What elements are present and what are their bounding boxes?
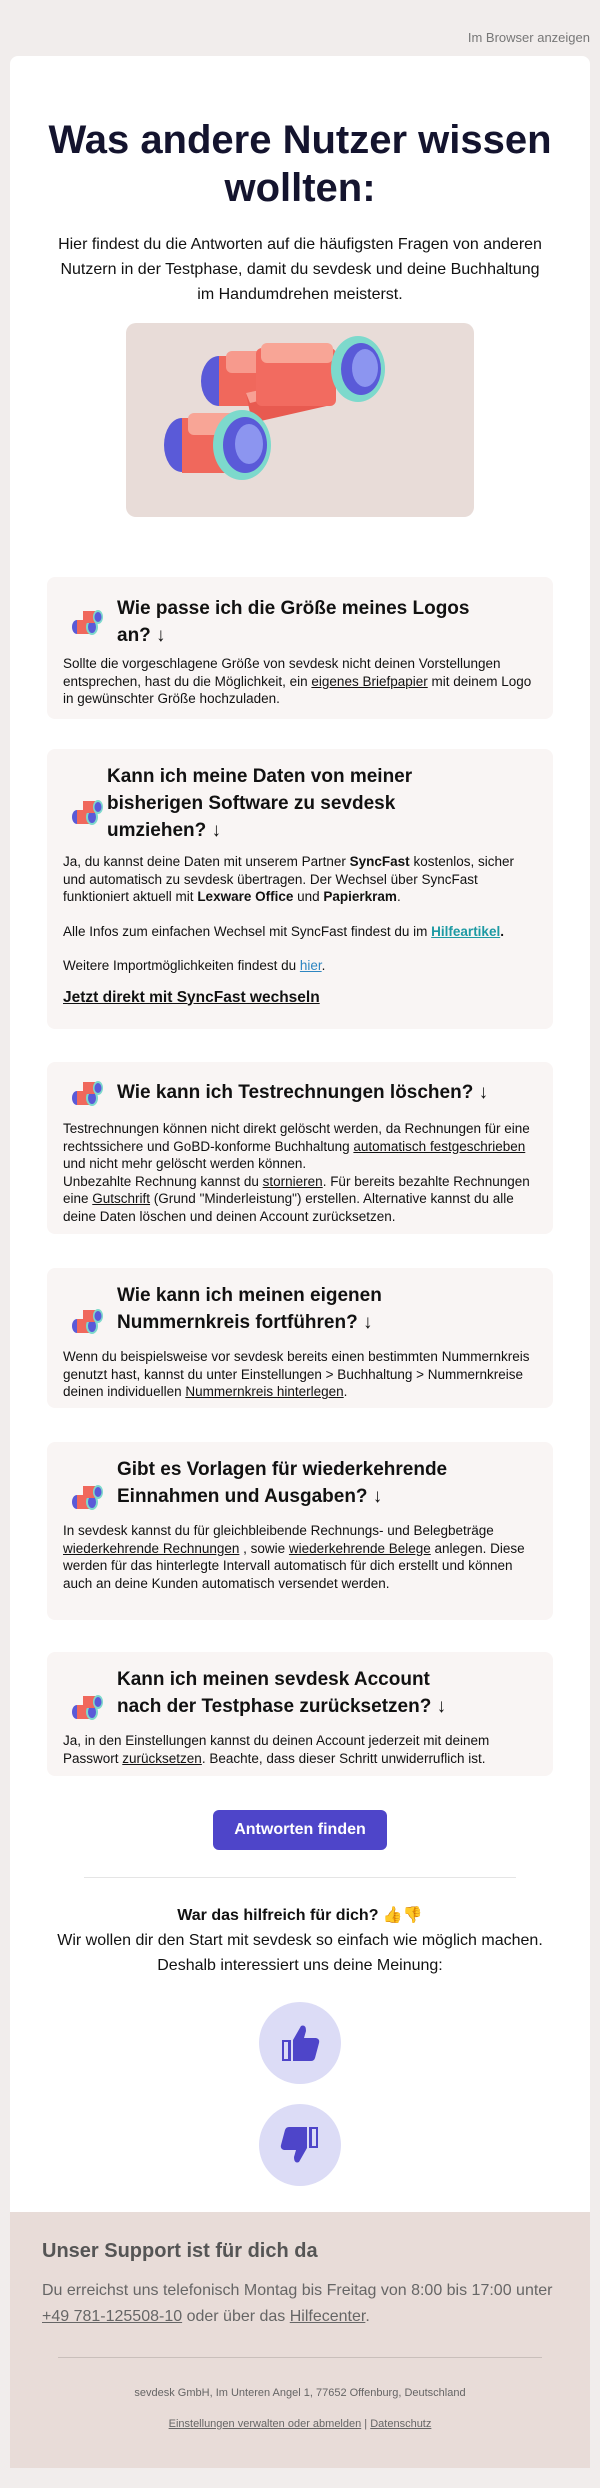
help-center-link[interactable]: Hilfecenter (289, 2308, 366, 2325)
own-letterhead-link[interactable]: eigenes Briefpapier (311, 673, 428, 689)
feedback-title: War das hilfreich für dich? 👍👎 (177, 1907, 423, 1924)
set-number-range-link[interactable]: Nummernkreis hinterlegen (185, 1384, 344, 1399)
thumbs-down-icon (278, 2123, 322, 2167)
thumbs-down-button[interactable] (259, 2104, 341, 2186)
binoculars-icon (65, 1482, 105, 1512)
recurring-invoices-link[interactable]: wiederkehrende Rechnungen (63, 1540, 240, 1556)
syncfast-switch-link[interactable]: Jetzt direkt mit SyncFast wechseln (63, 988, 320, 1006)
import-options-paragraph: Weitere Importmöglichkeiten findest du hier. (63, 958, 326, 973)
cancel-invoice-link[interactable]: stornieren (262, 1173, 323, 1189)
credit-note-link[interactable]: Gutschrift (92, 1191, 151, 1206)
faq-item-logo-size (47, 577, 553, 719)
help-article-paragraph: Alle Infos zum einfachen Wechsel mit SyncFast findest du im Hilfeartikel. (63, 923, 504, 939)
company-address: sevdesk GmbH, Im Unteren Angel 1, 77652 Offenburg, Deutschland (134, 2387, 466, 2399)
faq-item-number-range (47, 1268, 553, 1408)
faq-item-delete-test-invoices (47, 1062, 553, 1234)
faq-question[interactable]: Wie passe ich die Größe meines Logos an? ↓ (117, 598, 470, 646)
import-options-link[interactable]: hier (299, 958, 322, 973)
help-article-link[interactable]: Hilfeartikel (431, 923, 501, 939)
faq-item-data-migration (47, 749, 553, 1029)
intro-text: Hier findest du die Antworten auf die häufigsten Fragen von anderen Nutzern in der Testphase, damit du sevdesk und deine Buchhaltung im Handumdrehen meisterst. (58, 236, 542, 303)
reset-account-link[interactable]: zurücksetzen (122, 1750, 202, 1766)
binoculars-icon (65, 1306, 105, 1336)
faq-answer: Testrechnungen können nicht direkt gelöscht werden, da Rechnungen für eine rechtssichere und GoBD-konforme Buchhaltung automatisch festgeschrieben und nicht mehr gelöscht werden können. Unbezahlte Rechnung kannst du stornieren. Für bereits bezahlte Rechnungen eine Gutschrift (Grund "Minderleistung") erstellen. Alternative kannst du alle deine Daten löschen und deinen Account zurücksetzen. (63, 1121, 530, 1224)
manage-settings-link[interactable]: Einstellungen verwalten oder abmelden (168, 2418, 362, 2430)
binoculars-illustration (126, 323, 474, 517)
find-answers-button[interactable]: Antworten finden (213, 1810, 387, 1850)
auto-locked-link[interactable]: automatisch festgeschrieben (353, 1138, 526, 1154)
recurring-receipts-link[interactable]: wiederkehrende Belege (288, 1540, 431, 1556)
faq-question[interactable]: Gibt es Vorlagen für wiederkehrende Einnahmen und Ausgaben? ↓ (117, 1459, 448, 1507)
support-phone-link[interactable]: +49 781-125508-10 (42, 2308, 183, 2325)
view-in-browser-link[interactable]: Im Browser anzeigen (467, 30, 590, 45)
binoculars-icon (65, 797, 105, 827)
binoculars-icon (65, 1078, 105, 1108)
faq-question[interactable]: Kann ich meine Daten von meiner bisherigen Software zu sevdesk umziehen? ↓ (107, 766, 413, 841)
footer-divider (58, 2357, 542, 2358)
page-title: Was andere Nutzer wissen wollten: (48, 118, 552, 210)
faq-question[interactable]: Wie kann ich Testrechnungen löschen? ↓ (117, 1082, 489, 1103)
faq-item-reset-account (47, 1652, 553, 1776)
faq-item-recurring-templates (47, 1442, 553, 1620)
support-text: Du erreichst uns telefonisch Montag bis Freitag von 8:00 bis 17:00 unter +49 781-125508-10 oder über das Hilfecenter. (42, 2282, 553, 2325)
faq-answer (63, 853, 537, 1006)
binoculars-icon (65, 1692, 105, 1722)
faq-answer: Sollte die vorgeschlagene Größe von sevdesk nicht deinen Vorstellungen entsprechen, hast du die Möglichkeit, ein eigenes Briefpapier mit deinem Logo in gewünschter Größe hochzuladen. (63, 656, 532, 706)
thumbs-up-button[interactable] (259, 2002, 341, 2084)
privacy-link[interactable]: Datenschutz (370, 2418, 432, 2430)
faq-question[interactable]: Kann ich meinen sevdesk Account nach der Testphase zurücksetzen? ↓ (117, 1669, 447, 1717)
faq-answer: Ja, in den Einstellungen kannst du deinen Account jederzeit mit deinem Passwort zurücksetzen. Beachte, dass dieser Schritt unwiderruflich ist. (63, 1733, 490, 1766)
divider (84, 1877, 516, 1878)
footer-links: Einstellungen verwalten oder abmelden | Datenschutz (168, 2418, 432, 2430)
hero-binoculars-image (126, 323, 474, 517)
faq-answer: In sevdesk kannst du für gleichbleibende Rechnungs- und Belegbeträge wiederkehrende Rechnungen , sowie wiederkehrende Belege anlegen. Diese werden für das hinterlegte Intervall automatisch für dich erstellt und können auch an deine Kunden automatisch versendet werden. (63, 1523, 525, 1591)
binoculars-icon (65, 607, 105, 637)
footer (10, 2212, 590, 2468)
faq-answer: Wenn du beispielsweise vor sevdesk bereits einen bestimmten Nummernkreis genutzt hast, kannst du unter Einstellungen > Buchhaltung > Nummernkreise deinen individuellen Nummernkreis hinterlegen. (63, 1349, 530, 1399)
syncfast-paragraph: Ja, du kannst deine Daten mit unserem Partner SyncFast kostenlos, sicher und automatisch zu sevdesk übertragen. Der Wechsel über SyncFast funktioniert aktuell mit Lexware Office und Papierkram. (63, 854, 514, 904)
feedback-text: Wir wollen dir den Start mit sevdesk so einfach wie möglich machen. Deshalb interessiert uns deine Meinung: (57, 1932, 543, 1974)
support-title: Unser Support ist für dich da (42, 2240, 318, 2262)
faq-question[interactable]: Wie kann ich meinen eigenen Nummernkreis fortführen? ↓ (117, 1285, 382, 1333)
thumbs-up-icon (278, 2021, 322, 2065)
